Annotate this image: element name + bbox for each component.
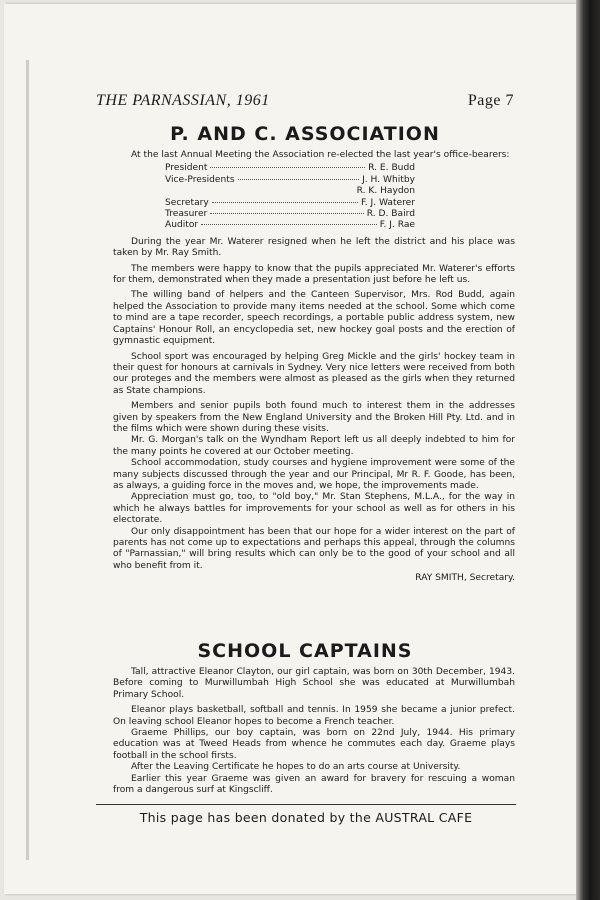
leader-dots (212, 202, 358, 203)
officer-row (165, 220, 415, 231)
office-bearers-list (165, 163, 415, 231)
officer-role: Auditor (165, 220, 199, 231)
paragraph: Members and senior pupils both found much to interest them in the addresses given by speakers from the New England University and the Broken Hill Pty. Ltd. and in the films which were shown during these visits. (113, 401, 515, 434)
officer-row (165, 186, 415, 197)
footer-rule (96, 804, 516, 805)
paragraph: Our only disappointment has been that our hope for a wider interest on the part of parents has not come up to expectations and perhaps this appeal, through the columns of "Parnassian," will bring results which can only be to the good of your school and all who benefit from it. (113, 526, 515, 571)
captains-article (113, 667, 515, 796)
paragraph: Graeme Phillips, our boy captain, was born on 22nd July, 1944. His primary education was at Tweed Heads from whence he commutes each day. Graeme plays football in the school firsts. (113, 728, 515, 761)
paragraph: Eleanor plays basketball, softball and tennis. In 1959 she became a junior prefect. On leaving school Eleanor hopes to become a French teacher. (113, 705, 515, 727)
officer-row (165, 163, 415, 174)
secretary-signature: RAY SMITH, Secretary. (415, 573, 515, 584)
officer-role: Vice-Presidents (165, 174, 235, 185)
paragraph: After the Leaving Certificate he hopes to do an arts course at University. (131, 762, 461, 773)
leader-dots (201, 224, 377, 225)
officer-name: R. K. Haydon (356, 186, 415, 197)
pandc-intro: At the last Annual Meeting the Association re-elected the last year's office-bearers: (131, 150, 510, 160)
leader-dots (238, 179, 359, 180)
officer-row (165, 198, 415, 209)
paragraph: School sport was encouraged by helping Greg Mickle and the girls' hockey team in their quest for honours at carnivals in Sydney. Very nice letters were received from both our proteges and the members were almost as pleased as the girls when they returned as State champions. (113, 351, 515, 396)
officer-name: R. E. Budd (368, 163, 415, 174)
paragraph: Appreciation must go, too, to "old boy," Mr. Stan Stephens, M.L.A., for the way in which he always battles for improvements for your school as well as for others in his electorate. (113, 492, 515, 526)
officer-role: Treasurer (165, 209, 208, 220)
officer-name: F. J. Waterer (360, 197, 415, 208)
leader-dots (210, 213, 363, 214)
paragraph: The members were happy to know that the pupils appreciated Mr. Waterer's efforts for them, demonstrated when they made a presentation just before he left us. (113, 263, 515, 286)
officer-role: Secretary (165, 197, 209, 208)
leader-dots (210, 167, 365, 168)
sponsor-footer: This page has been donated by the AUSTRAL CAFE (139, 810, 473, 825)
pandc-article (113, 150, 515, 585)
officer-row (165, 209, 415, 220)
officer-name: F. J. Rae (379, 220, 415, 231)
officer-name: J. H. Whitby (362, 174, 415, 185)
paragraph: Tall, attractive Eleanor Clayton, our girl captain, was born on 30th December, 1943. Before coming to Murwillumbah High School she was educated at Murwillumbah Primary School. (113, 667, 515, 700)
paragraph: Earlier this year Graeme was given an award for bravery for rescuing a woman from a dangerous surf at Kingscliff. (113, 773, 515, 796)
officer-row (165, 175, 415, 186)
captains-heading: SCHOOL CAPTAINS (197, 640, 413, 662)
officer-name: R. D. Baird (366, 209, 415, 220)
publication-title: THE PARNASSIAN, 1961 (96, 92, 270, 109)
paragraph: During the year Mr. Waterer resigned when he left the district and his place was taken by Mr. Ray Smith. (113, 236, 515, 259)
page-edge-line (26, 60, 29, 860)
paragraph: Mr. G. Morgan's talk on the Wyndham Report left us all deeply indebted to him for the many points he covered at our October meeting. (113, 435, 515, 457)
book-binding-shadow (576, 0, 600, 900)
officer-role: President (165, 163, 208, 174)
running-header (96, 92, 514, 110)
pandc-heading: P. AND C. ASSOCIATION (170, 123, 440, 145)
page-number: Page 7 (467, 92, 514, 109)
paragraph: School accommodation, study courses and hygiene improvement were some of the many subjects discussed through the year and our Principal, Mr R. F. Goode, has been, as always, a guiding force in the moves and, we hope, the improvements made. (113, 458, 515, 491)
paragraph: The willing band of helpers and the Canteen Supervisor, Mrs. Rod Budd, again helped the Association to provide many items needed at the school. Some which come to mind are a tape recorder, speech recordings, a portable public address system, new Captains' Honour Roll, an encyclopedia set, new hockey goal posts and the erection of gymnastic equipment. (113, 290, 515, 347)
